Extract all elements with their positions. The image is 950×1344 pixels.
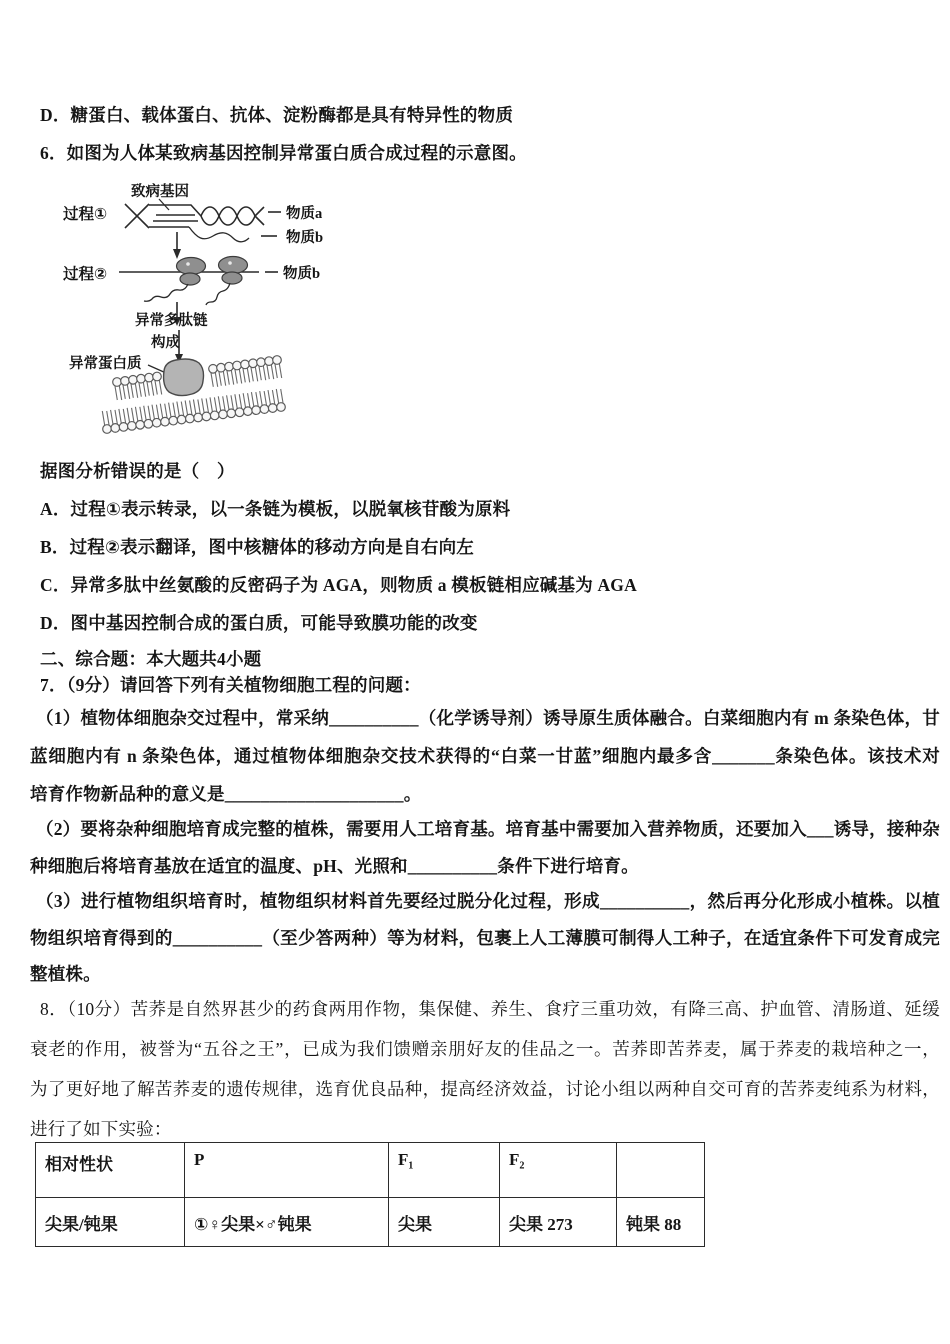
- process2-label: 过程②: [63, 266, 108, 283]
- q7-line-1: （1）植物体细胞杂交过程中，常采纳__________（化学诱导剂）诱导原生质体融合。白菜细胞内有 m 条染色体，甘: [36, 708, 940, 728]
- q7-line-6: （3）进行植物组织培育时，植物组织材料首先要经过脱分化过程，形成__________，然后再分化形成小植株。以植: [36, 891, 940, 911]
- abnormal-protein-blob: [164, 359, 204, 396]
- q6-option-c: C．异常多肽中丝氨酸的反密码子为 AGA，则物质 a 模板链相应碱基为 AGA: [40, 575, 637, 595]
- ribosome-1: [177, 258, 206, 286]
- membrane-bottom-layer: [102, 389, 285, 433]
- dna-molecule: [125, 204, 264, 228]
- header-f1: F₁: [389, 1143, 500, 1198]
- q7-line-5: 种细胞后将培育基放在适宜的温度、pH、光照和__________条件下进行培育。: [30, 856, 639, 876]
- substance-b-label: 物质b: [286, 230, 324, 246]
- section2-title: 二、综合题：本大题共4小题: [40, 649, 262, 669]
- q7-stem: 7．（9分）请回答下列有关植物细胞工程的问题：: [40, 675, 421, 695]
- header-p: P: [185, 1143, 389, 1198]
- cell-f1: 尖果: [389, 1198, 500, 1247]
- cell-f2-sharp: 尖果 273: [500, 1198, 617, 1247]
- q6-option-b: B．过程②表示翻译，图中核糖体的移动方向是自右向左: [40, 537, 474, 557]
- q7-line-4: （2）要将杂种细胞培育成完整的植株，需要用人工培育基。培育基中需要加入营养物质，还要加入___诱导，接种杂: [36, 819, 940, 839]
- abnormal-protein-label: 异常蛋白质: [69, 356, 142, 372]
- q8-line-2: 衰老的作用，被誉为“五谷之王”，已成为我们馈赠亲朋好友的佳品之一。苦荞即苦荞麦，属于荞麦的栽培种之一，: [30, 1039, 940, 1059]
- cell-trait: 尖果/钝果: [36, 1198, 185, 1247]
- q8-line-1: 8．（10分）苦荞是自然界甚少的药食两用作物，集保健、养生、食疗三重功效，有降三高、护血管、清肠道、延缓: [40, 999, 940, 1019]
- process1-label: 过程①: [63, 206, 108, 223]
- compose-label: 构成: [151, 335, 180, 351]
- q7-line-2: 蓝细胞内有 n 条染色体，通过植物体细胞杂交技术获得的“白菜一甘蓝”细胞内最多含_______条染色体。该技术对: [30, 746, 940, 766]
- mrna-strand: [189, 227, 249, 242]
- q5-option-d: D．糖蛋白、载体蛋白、抗体、淀粉酶都是具有特异性的物质: [40, 105, 514, 125]
- q6-option-a: A．过程①表示转录，以一条链为模板，以脱氧核苷酸为原料: [40, 499, 511, 519]
- header-trait: 相对性状: [36, 1143, 185, 1198]
- cell-f2-blunt: 钝果 88: [617, 1198, 705, 1247]
- arrow-transcription: [173, 232, 181, 259]
- abnormal-polypeptide-label: 异常多肽链: [135, 313, 208, 329]
- polypeptide-chain-1: [144, 284, 188, 301]
- q8-line-4: 进行了如下实验：: [30, 1119, 172, 1139]
- header-empty: [617, 1143, 705, 1198]
- disease-gene-label: 致病基因: [131, 184, 189, 200]
- q6-question: 据图分析错误的是（ ）: [40, 461, 235, 481]
- q8-line-3: 为了更好地了解苦荞麦的遗传规律，选育优良品种，提高经济效益，讨论小组以两种自交可育的苦荞麦纯系为材料，: [30, 1079, 940, 1099]
- substance-b2-label: 物质b: [283, 266, 321, 282]
- q6-option-d: D．图中基因控制合成的蛋白质，可能导致膜功能的改变: [40, 613, 478, 633]
- q7-line-7: 物组织培育得到的__________（至少答两种）等为材料，包裹上人工薄膜可制得人工种子，在适宜条件下可发育成完: [30, 928, 940, 948]
- ribosome-2: [219, 257, 248, 285]
- table-header-row: [36, 1143, 705, 1198]
- gene-expression-diagram: [55, 172, 390, 444]
- q7-line-8: 整植株。: [30, 964, 101, 984]
- table-row: [36, 1198, 705, 1247]
- q7-line-3: 培育作物新品种的意义是____________________。: [30, 784, 422, 804]
- cell-cross: ①♀尖果×♂钝果: [185, 1198, 389, 1247]
- q6-stem: 6．如图为人体某致病基因控制异常蛋白质合成过程的示意图。: [40, 143, 527, 163]
- q6-diagram: [55, 172, 390, 444]
- header-f2: F₂: [500, 1143, 617, 1198]
- q8-cross-table: [35, 1142, 705, 1247]
- substance-a-label: 物质a: [286, 206, 323, 222]
- polypeptide-chain-2: [206, 283, 230, 305]
